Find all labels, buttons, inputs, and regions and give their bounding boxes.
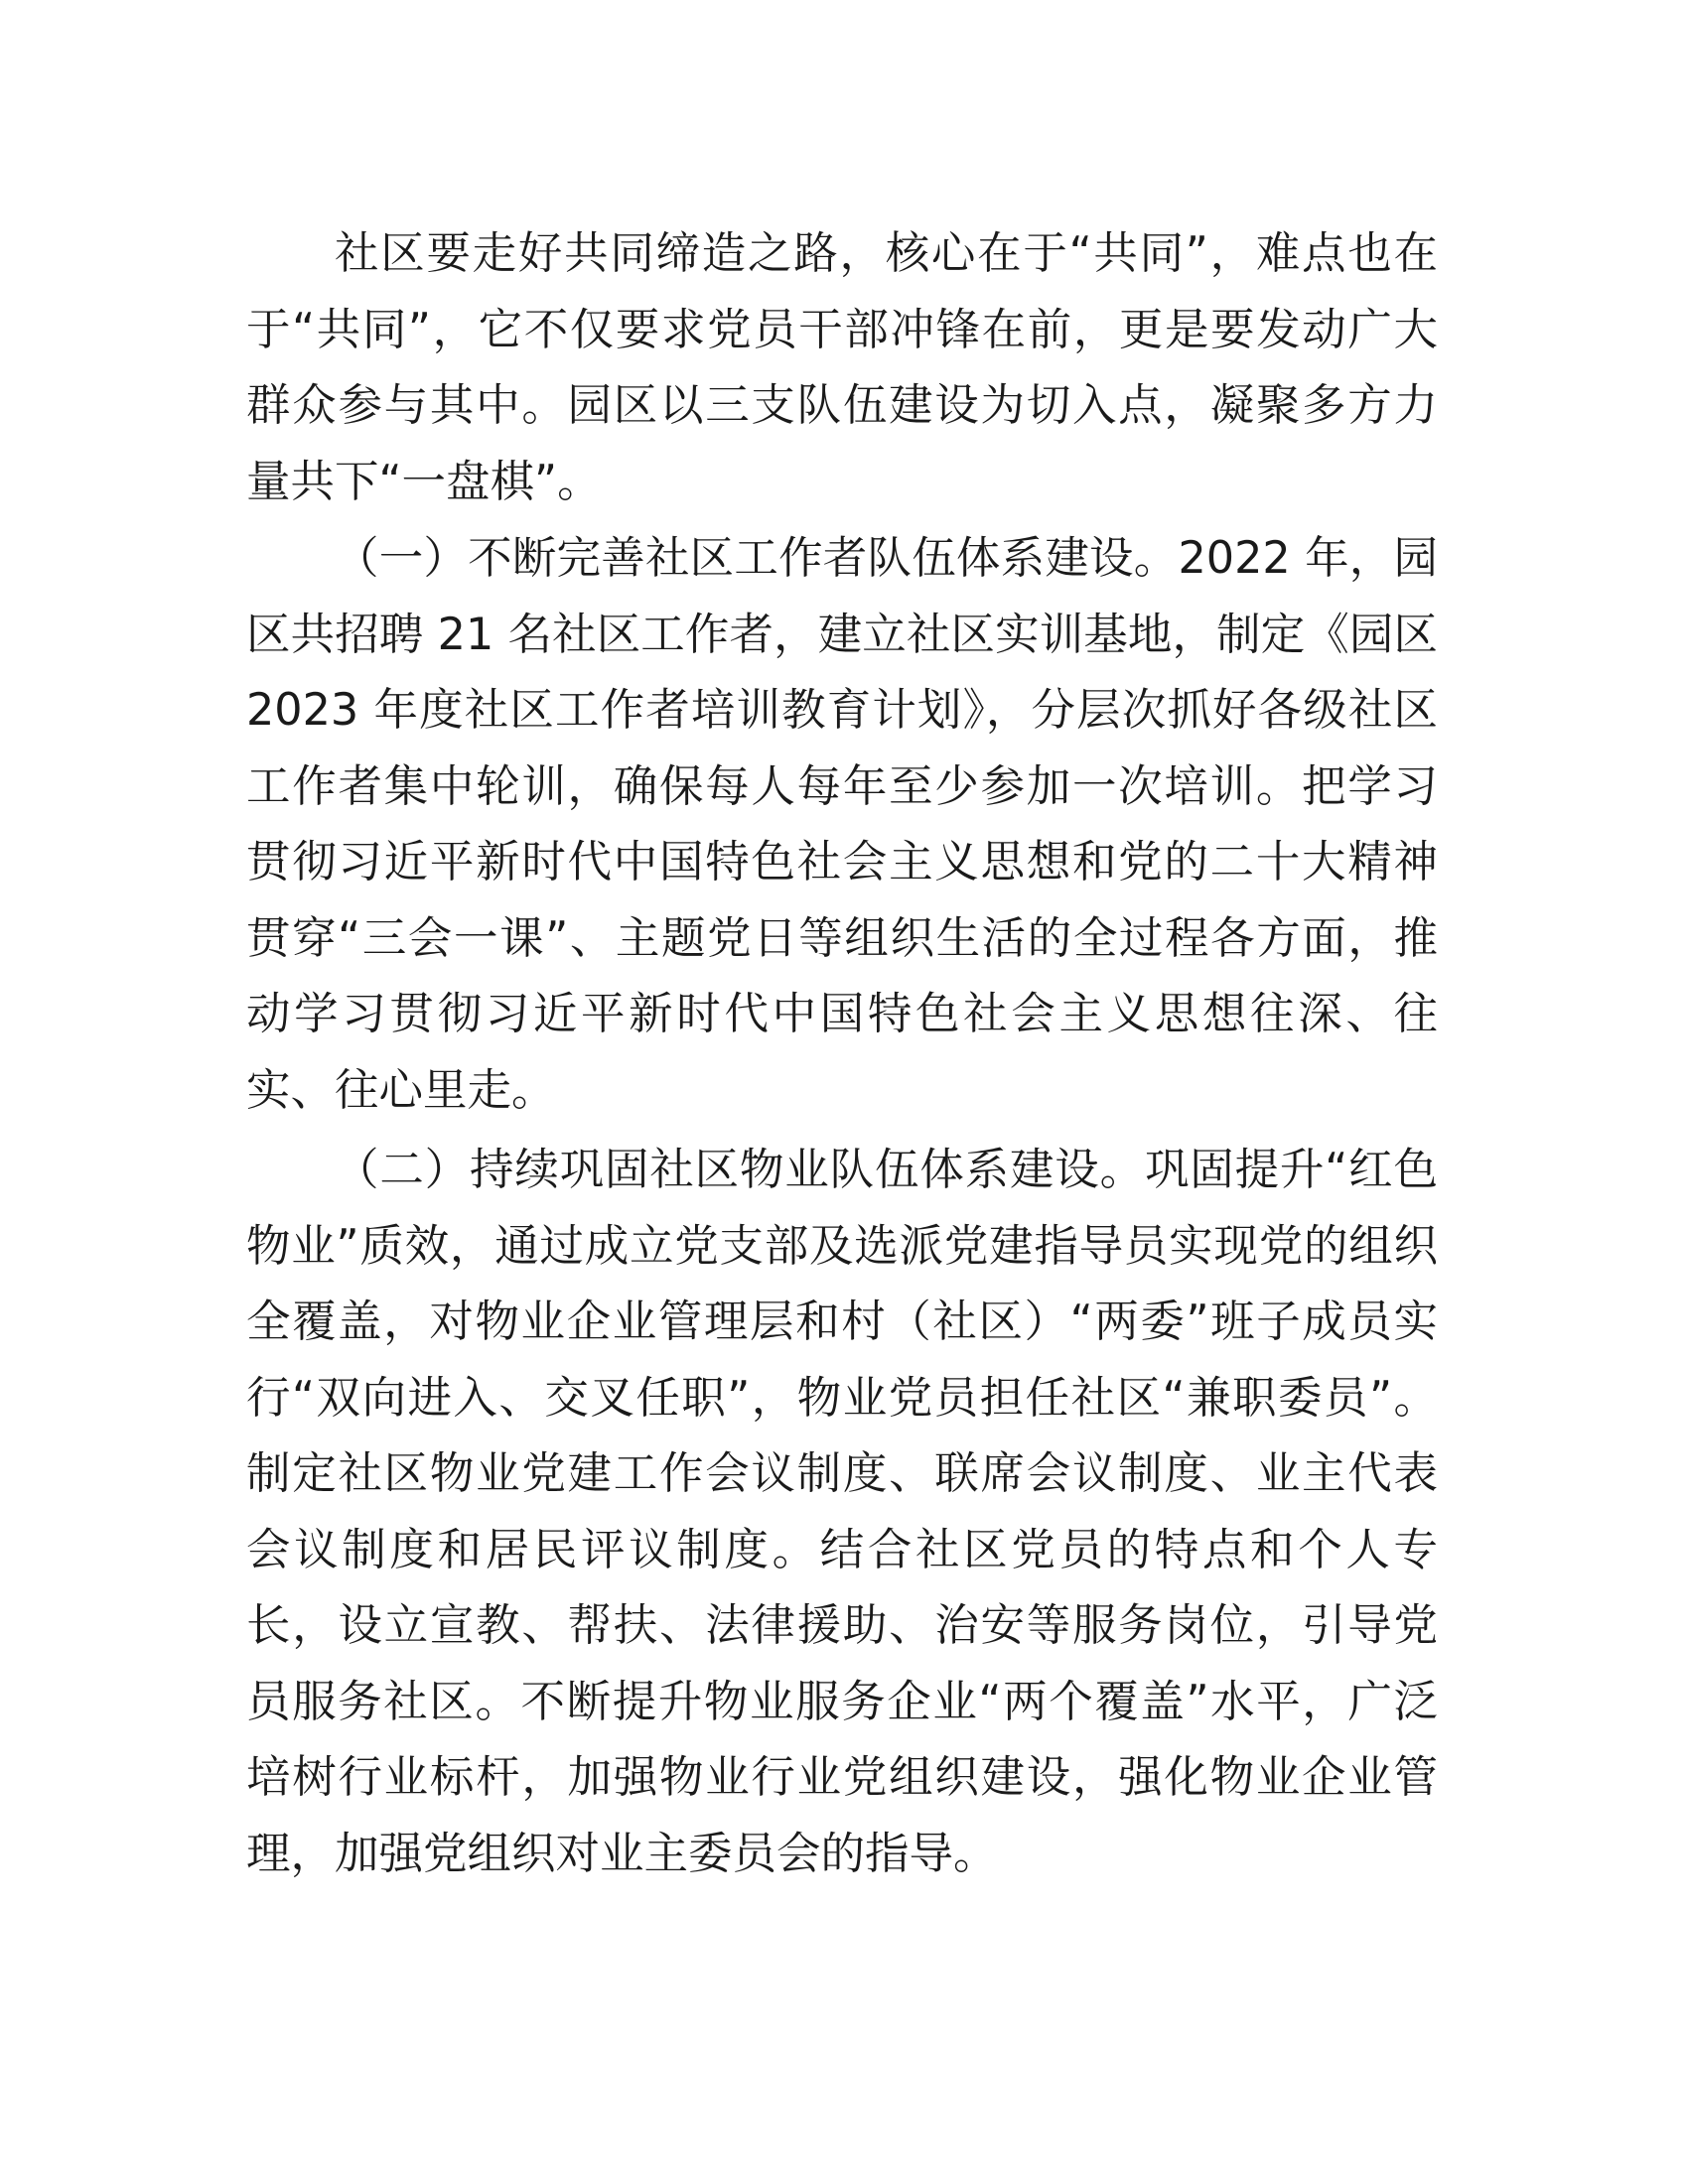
- document-body: [246, 216, 1438, 1892]
- paragraph-section-two: （二）持续巩固社区物业队伍体系建设。巩固提升“红色物业”质效，通过成立党支部及选派党建指导员实现党的组织全覆盖，对物业企业管理层和村（社区）“两委”班子成员实行“双向进入、交叉任职”，物业党员担任社区“兼职委员”。制定社区物业党建工作会议制度、联席会议制度、业主代表会议制度和居民评议制度。结合社区党员的特点和个人专长，设立宣教、帮扶、法律援助、治安等服务岗位，引导党员服务社区。不断提升物业服务企业“两个覆盖”水平，广泛培树行业标杆，加强物业行业党组织建设，强化物业企业管理，加强党组织对业主委员会的指导。: [246, 1145, 1438, 1879]
- paragraph-intro: 社区要走好共同缔造之路，核心在于“共同”，难点也在于“共同”，它不仅要求党员干部冲锋在前，更是要发动广大群众参与其中。园区以三支队伍建设为切入点，凝聚多方力量共下“一盘棋”。: [246, 228, 1438, 507]
- paragraph-section-one: （一）不断完善社区工作者队伍体系建设。2022 年，园区共招聘 21 名社区工作者，建立社区实训基地，制定《园区 2023 年度社区工作者培训教育计划》，分层次抓好各级社区工作者集中轮训，确保每人每年至少参加一次培训。把学习贯彻习近平新时代中国特色社会主义思想和党的二十大精神贯穿“三会一课”、主题党日等组织生活的全过程各方面，推动学习贯彻习近平新时代中国特色社会主义思想往深、往实、往心里走。: [246, 533, 1438, 1116]
